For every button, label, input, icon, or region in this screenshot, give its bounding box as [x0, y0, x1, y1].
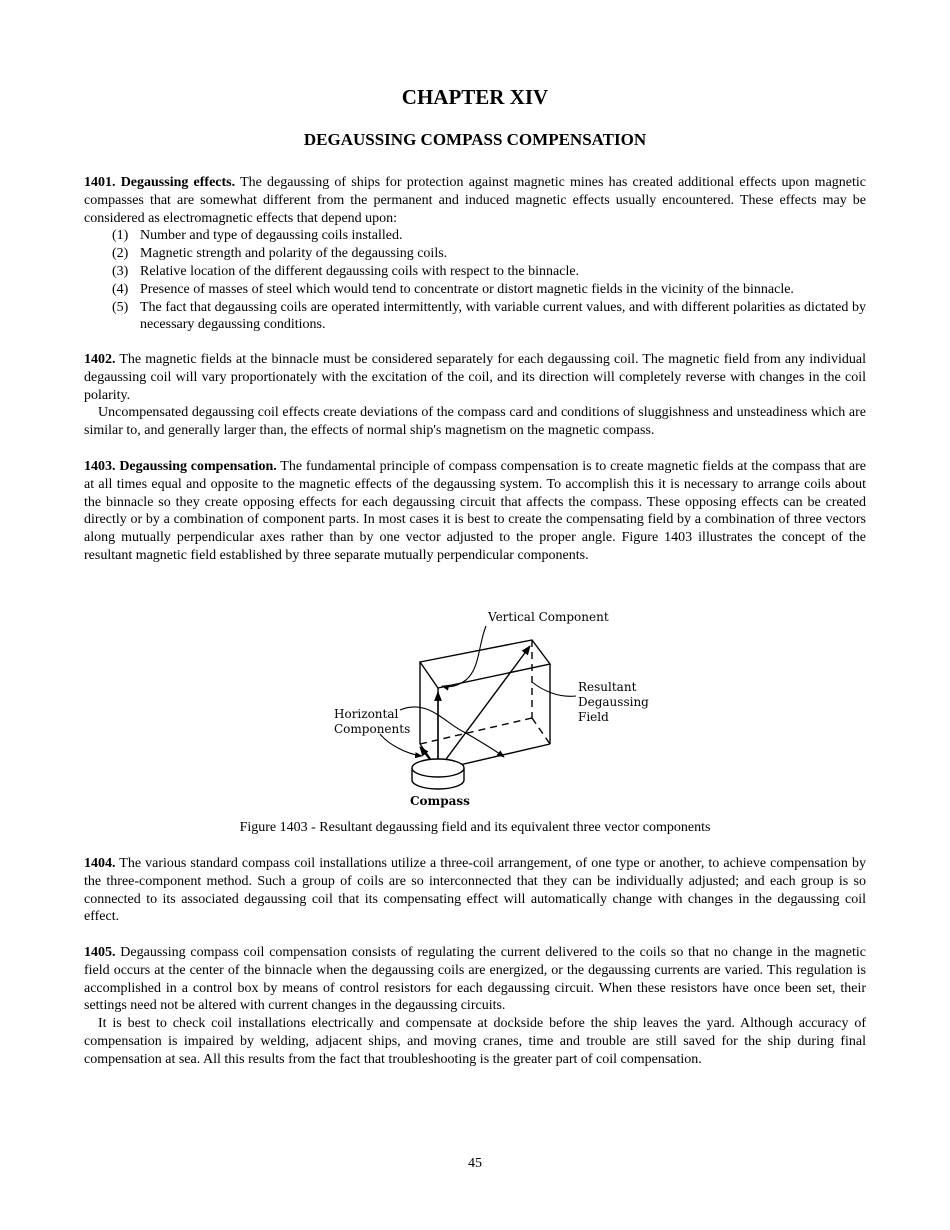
label-horizontal: Horizontal [334, 707, 399, 721]
box-hidden-edge [420, 718, 532, 744]
compass-icon [412, 759, 464, 789]
section-1405 [84, 944, 866, 1069]
list-item-marker: (5) [112, 299, 129, 315]
label-resultant: Resultant [578, 680, 637, 694]
list-item [84, 263, 866, 281]
list-item-text: The fact that degaussing coils are operated intermittently, with variable current values, and with different polarities as dictated by necessary degaussing conditions. [140, 299, 866, 333]
effects-list [84, 227, 866, 334]
list-item [84, 299, 866, 335]
section-number: 1402. [84, 352, 116, 367]
section-1401 [84, 174, 866, 334]
section-text: The fundamental principle of compass compensation is to create magnetic fields at the compass that are at all times equal and opposite to the magnetic effects of the degaussing system. To accomplish this it is necessary to arrange coils about the binnacle so they create opposing effects for each degaussing circuit that affects the compass. These opposing effects can be created directly or by a combination of component parts. In most cases it is best to create the compensating field by a combination of three vectors along mutually perpendicular axes rather than by one vector adjusted to the proper angle. Figure 1403 illustrates the concept of the resultant magnetic field established by three separate mutually perpendicular components. [84, 459, 867, 563]
chapter-title: DEGAUSSING COMPASS COMPENSATION [303, 130, 647, 149]
list-item-text: Relative location of the different degaussing coils with respect to the binnacle. [140, 263, 580, 279]
section-text: The magnetic fields at the binnacle must be considered separately for each degaussing coil. The magnetic field from any individual degaussing coil will vary proportionately with the excitation of the coil, and its direction will completely reverse with changes in the coil polarity. [84, 352, 866, 403]
list-item-marker: (1) [112, 228, 129, 244]
chapter-heading: CHAPTER XIV [401, 85, 549, 109]
list-item-text: Magnetic strength and polarity of the degaussing coils. [140, 246, 448, 262]
section-1404-paragraph [84, 855, 866, 926]
section-1403-paragraph [84, 458, 866, 565]
section-1402 [84, 351, 866, 440]
section-1405-paragraph-2: It is best to check coil installations electrically and compensate at dockside before the ship leaves the yard. Although accuracy of compensation is impaired by welding, adjacent ships, and moving cranes, time and trouble are still saved for the ship during final compensation at sea. All this results from the fact that troubleshooting is the greater part of coil compensation. [84, 1016, 866, 1067]
box-hidden-edge [532, 718, 550, 744]
section-text: Degaussing compass coil compensation consists of regulating the current delivered to the coils so that no change in the magnetic field occurs at the center of the binnacle when the degaussing coils are energized, or the degaussing currents are varied. This regulation is accomplished in a control box by means of control resistors for each degaussing circuit. When these resistors have once been set, their settings need not be altered with current changes in the degaussing circuits. [84, 945, 866, 1014]
section-text: The degaussing of ships for protection against magnetic mines has created additional effects upon magnetic compasses that are somewhat different from the permanent and induced magnetic effects usually encountered. These effects may be considered as electromagnetic effects that depend upon: [84, 175, 866, 226]
section-1402-paragraph [84, 351, 866, 404]
section-text: The various standard compass coil installations utilize a three-coil arrangement, of one type or another, to achieve compensation by the three-component method. Such a group of coils are so interconnected that they can be individually adjusted; and each group is so connected to its associated degaussing coil that its compensating effect will automatically change with changes in the degaussing coil effect. [84, 856, 866, 925]
label-compass: Compass [410, 794, 470, 808]
figure-1403-diagram [328, 606, 658, 812]
box-top-face [420, 640, 550, 688]
label-vertical-component: Vertical Component [488, 610, 609, 624]
section-heading: Degaussing effects. [120, 175, 236, 190]
list-item [84, 245, 866, 263]
list-item-marker: (3) [112, 263, 129, 279]
horizontal-label-leader-2 [380, 734, 422, 756]
list-item-marker: (4) [112, 281, 129, 297]
section-number: 1401. [84, 175, 116, 190]
horizontal-label-leader [400, 707, 500, 754]
list-item-marker: (2) [112, 246, 129, 262]
page-number: 45 [468, 1156, 482, 1171]
section-1403 [84, 458, 866, 565]
section-1401-paragraph [84, 174, 866, 227]
box-edges [420, 640, 550, 770]
label-components: Components [334, 722, 411, 736]
vectors [420, 646, 546, 770]
figure-caption: Figure 1403 - Resultant degaussing field and its equivalent three vector components [239, 820, 711, 835]
label-field: Field [578, 710, 609, 724]
section-number: 1403. [84, 459, 116, 474]
section-1402-paragraph-2: Uncompensated degaussing coil effects create deviations of the compass card and conditions of sluggishness and unsteadiness which are similar to, and generally larger than, the effects of normal ship's magnetism on the magnetic compass. [84, 405, 866, 439]
compass-top [412, 759, 464, 777]
figure-1403 [328, 606, 658, 812]
list-item-text: Number and type of degaussing coils installed. [140, 228, 403, 244]
resultant-label-leader [532, 682, 576, 696]
list-item-text: Presence of masses of steel which would tend to concentrate or distort magnetic fields in the vicinity of the binnacle. [140, 281, 794, 297]
list-item [84, 281, 866, 299]
section-1404 [84, 855, 866, 926]
section-heading: Degaussing compensation. [119, 459, 277, 474]
leader-lines [380, 626, 576, 757]
label-degaussing: Degaussing [578, 695, 649, 709]
section-1405-paragraph [84, 944, 866, 1015]
section-number: 1404. [84, 856, 116, 871]
section-number: 1405. [84, 945, 116, 960]
list-item [84, 227, 866, 245]
